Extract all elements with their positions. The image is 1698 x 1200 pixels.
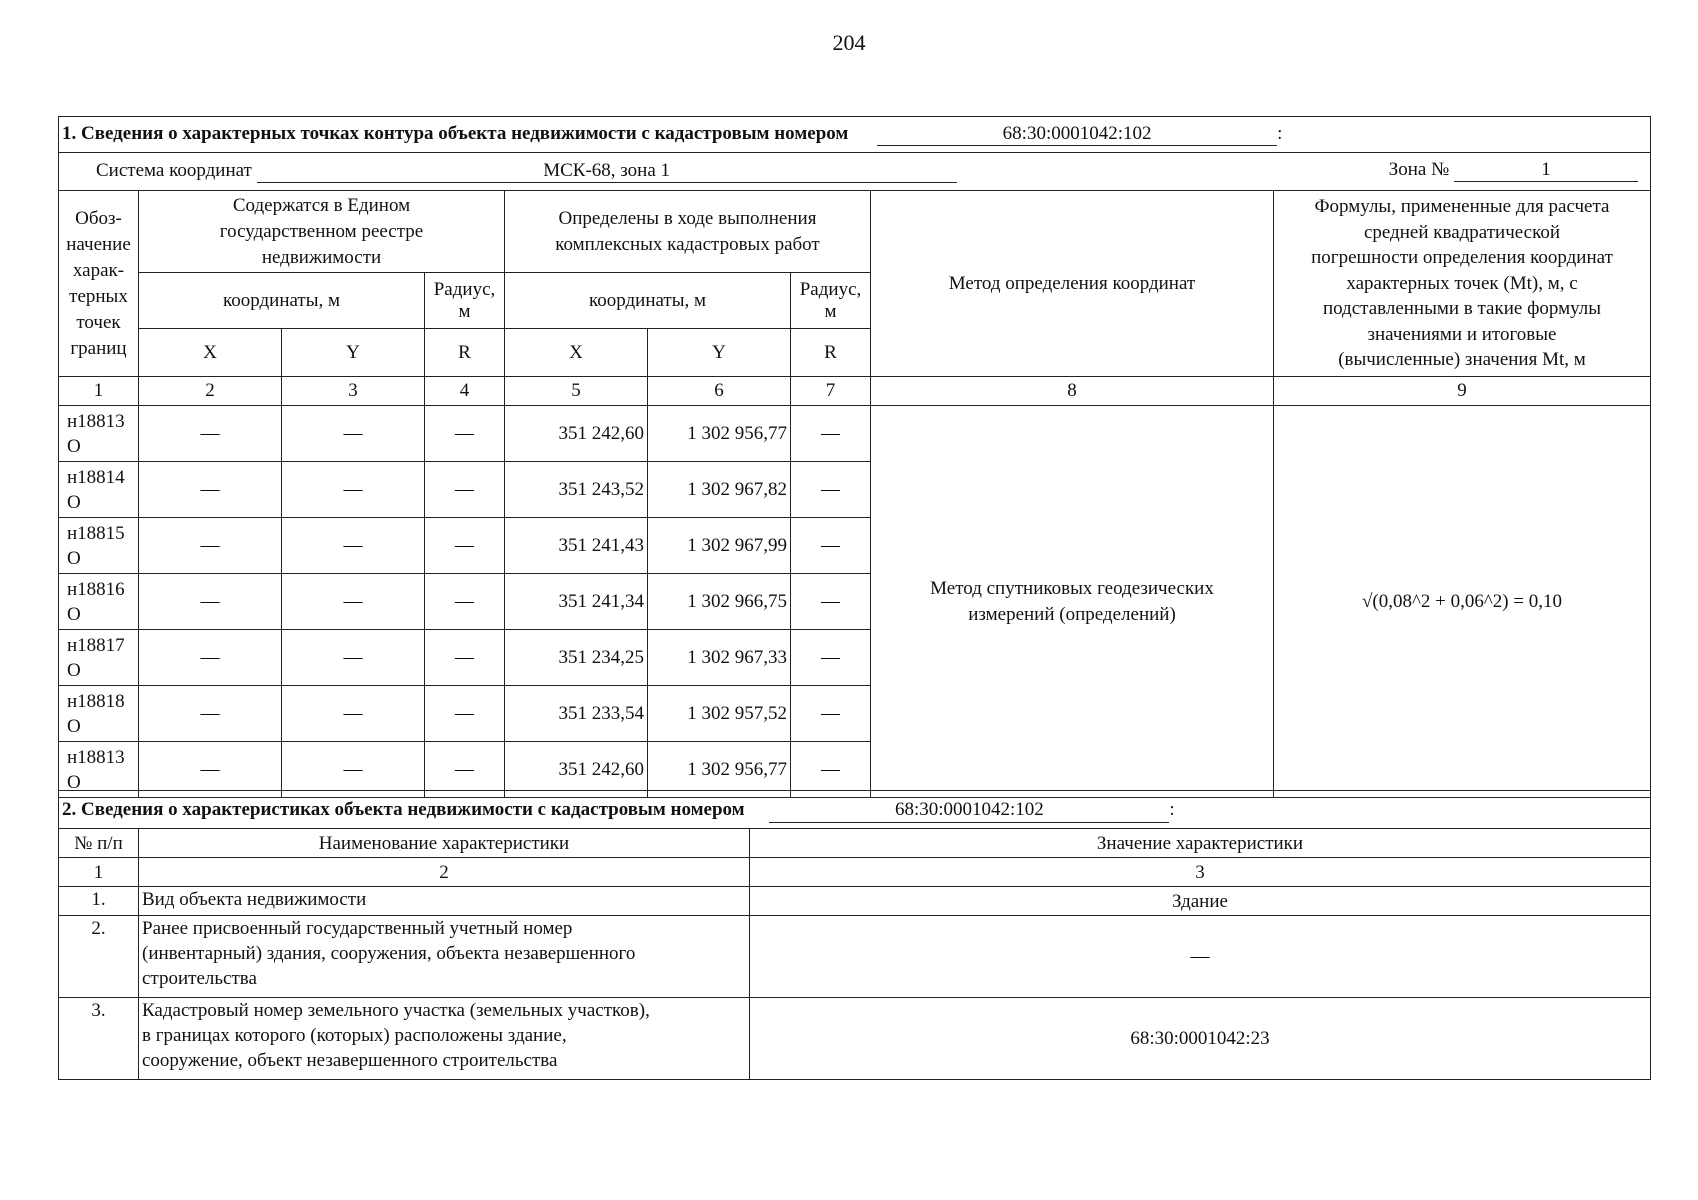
row-number: 1. (59, 887, 139, 916)
header-det-y: Y (648, 329, 791, 377)
header-reg-coords: координаты, м (139, 273, 425, 329)
col-number: 6 (648, 377, 791, 406)
r-cell: — (791, 462, 871, 518)
reg-x-cell: — (139, 518, 282, 574)
section1-title: 1. Сведения о характерных точках контура объекта недвижимости с кадастровым номером (62, 123, 849, 144)
r-cell: — (791, 406, 871, 462)
col-number: 3 (750, 858, 1651, 887)
coord-system-value: МСК-68, зона 1 (257, 160, 957, 183)
characteristic-name: Кадастровый номер земельного участка (земельных участков), в границах которого (которых) расположены здание, сооружение, объект незавершенного строительства (139, 998, 750, 1080)
reg-y-cell: — (282, 406, 425, 462)
y-cell: 1 302 956,77 (648, 742, 791, 798)
col-number: 2 (139, 858, 750, 887)
page-number: 204 (832, 30, 866, 55)
header-reg-radius: Радиус, м (425, 273, 505, 329)
r-cell: — (791, 518, 871, 574)
y-cell: 1 302 956,77 (648, 406, 791, 462)
section2-colon: : (1169, 798, 1175, 820)
x-cell: 351 243,52 (505, 462, 648, 518)
point-id: н18818 О (59, 686, 139, 742)
x-cell: 351 242,60 (505, 406, 648, 462)
characteristic-points-table (58, 116, 1651, 798)
table-row (59, 998, 1651, 1080)
col-number: 3 (282, 377, 425, 406)
object-characteristics-table (58, 790, 1651, 1080)
y-cell: 1 302 966,75 (648, 574, 791, 630)
reg-r-cell: — (425, 630, 505, 686)
r-cell: — (791, 742, 871, 798)
characteristic-name: Ранее присвоенный государственный учетный номер (инвентарный) здания, сооружения, объекта незавершенного строительства (139, 916, 750, 998)
method-value: Метод спутниковых геодезических измерений (определений) (871, 406, 1274, 798)
header-method: Метод определения координат (871, 191, 1274, 377)
header-reg-x: X (139, 329, 282, 377)
reg-r-cell: — (425, 406, 505, 462)
header-determined: Определены в ходе выполнения комплексных кадастровых работ (505, 191, 871, 273)
reg-r-cell: — (425, 742, 505, 798)
characteristic-value: — (750, 916, 1651, 998)
point-id: н18815 О (59, 518, 139, 574)
section1-cadastral-number: 68:30:0001042:102 (877, 123, 1277, 146)
reg-r-cell: — (425, 686, 505, 742)
y-cell: 1 302 967,33 (648, 630, 791, 686)
header-det-radius: Радиус, м (791, 273, 871, 329)
reg-y-cell: — (282, 686, 425, 742)
header-reg-y: Y (282, 329, 425, 377)
reg-y-cell: — (282, 630, 425, 686)
header-num: № п/п (59, 829, 139, 858)
characteristic-value: 68:30:0001042:23 (750, 998, 1651, 1080)
header-point-designation: Обоз- начение харак- терных точек границ (59, 191, 139, 377)
reg-y-cell: — (282, 574, 425, 630)
point-id: н18817 О (59, 630, 139, 686)
x-cell: 351 241,34 (505, 574, 648, 630)
r-cell: — (791, 630, 871, 686)
reg-x-cell: — (139, 686, 282, 742)
r-cell: — (791, 574, 871, 630)
section2-cadastral-number: 68:30:0001042:102 (769, 797, 1169, 823)
header-reg-r: R (425, 329, 505, 377)
col-number: 7 (791, 377, 871, 406)
header-det-coords: координаты, м (505, 273, 791, 329)
header-in-registry: Содержатся в Едином государственном реестре недвижимости (139, 191, 505, 273)
point-id: н18813 О (59, 406, 139, 462)
col-number: 4 (425, 377, 505, 406)
point-id: н18813 О (59, 742, 139, 798)
reg-r-cell: — (425, 462, 505, 518)
header-det-r: R (791, 329, 871, 377)
r-cell: — (791, 686, 871, 742)
reg-y-cell: — (282, 518, 425, 574)
x-cell: 351 233,54 (505, 686, 648, 742)
table-row (59, 887, 1651, 916)
zone-label: Зона № (1388, 159, 1450, 180)
col-number: 5 (505, 377, 648, 406)
row-number: 2. (59, 916, 139, 998)
reg-x-cell: — (139, 630, 282, 686)
characteristic-value: Здание (750, 887, 1651, 916)
point-id: н18816 О (59, 574, 139, 630)
section2-header (59, 791, 1651, 829)
characteristic-name: Вид объекта недвижимости (139, 887, 750, 916)
col-number: 8 (871, 377, 1274, 406)
section1-header (59, 117, 1651, 153)
section1-colon: : (1277, 123, 1283, 144)
x-cell: 351 241,43 (505, 518, 648, 574)
x-cell: 351 242,60 (505, 742, 648, 798)
col-number: 1 (59, 377, 139, 406)
reg-y-cell: — (282, 462, 425, 518)
coord-system-label: Система координат (96, 160, 252, 181)
y-cell: 1 302 967,99 (648, 518, 791, 574)
zone-value: 1 (1454, 159, 1638, 182)
reg-x-cell: — (139, 574, 282, 630)
section2-title: 2. Сведения о характеристиках объекта недвижимости с кадастровым номером (62, 798, 745, 820)
col-number: 2 (139, 377, 282, 406)
formula-value: √(0,08^2 + 0,06^2) = 0,10 (1274, 406, 1651, 798)
header-formulas: Формулы, примененные для расчета средней квадратической погрешности определения координат характерных точек (Mt), м, с подставленными в такие формулы значениями и итоговые (вычисленные) значения Mt, м (1274, 191, 1651, 377)
table-row (59, 406, 1651, 462)
col-number: 1 (59, 858, 139, 887)
y-cell: 1 302 957,52 (648, 686, 791, 742)
header-det-x: X (505, 329, 648, 377)
col-number: 9 (1274, 377, 1651, 406)
reg-y-cell: — (282, 742, 425, 798)
y-cell: 1 302 967,82 (648, 462, 791, 518)
coord-system-row (59, 153, 1651, 191)
x-cell: 351 234,25 (505, 630, 648, 686)
reg-x-cell: — (139, 462, 282, 518)
header-value: Значение характеристики (750, 829, 1651, 858)
point-id: н18814 О (59, 462, 139, 518)
table-row (59, 916, 1651, 998)
reg-x-cell: — (139, 742, 282, 798)
reg-r-cell: — (425, 574, 505, 630)
reg-r-cell: — (425, 518, 505, 574)
header-name: Наименование характеристики (139, 829, 750, 858)
reg-x-cell: — (139, 406, 282, 462)
row-number: 3. (59, 998, 139, 1080)
